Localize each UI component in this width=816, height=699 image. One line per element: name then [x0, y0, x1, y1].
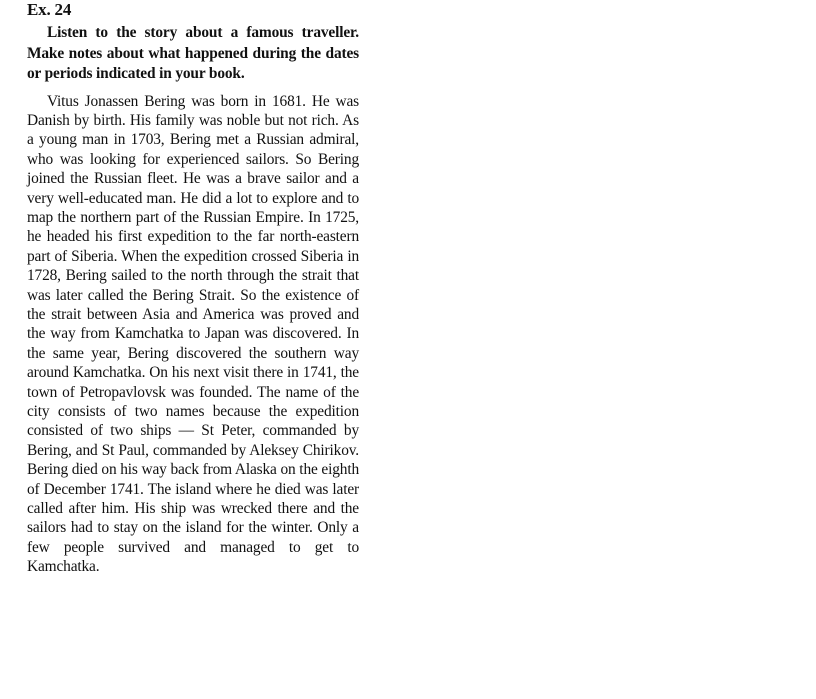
story-line: map the northern part of the Russian Empire. In 1725, — [27, 208, 359, 226]
story-line: town of Petropavlovsk was founded. The name of the — [27, 383, 359, 401]
story-line: sailors had to stay on the island for the winter. Only a — [27, 519, 359, 537]
exercise-page — [27, 0, 359, 577]
story-line: who was looking for experienced sailors. So Bering — [27, 150, 359, 168]
story-line: he headed his first expedition to the far north-eastern — [27, 228, 359, 246]
story-line: few people survived and managed to get to — [27, 538, 359, 556]
story-line: the way from Kamchatka to Japan was discovered. In — [27, 325, 359, 343]
story-line: called after him. His ship was wrecked there and the — [27, 500, 359, 518]
story-line: around Kamchatka. On his next visit there in 1741, the — [27, 364, 359, 382]
story-line: of December 1741. The island where he died was later — [27, 480, 359, 498]
story-line: 1728, Bering sailed to the north through the strait that — [27, 267, 359, 285]
story-line: consisted of two ships — St Peter, commanded by — [27, 422, 359, 440]
story-line: Bering died on his way back from Alaska on the eighth — [27, 461, 359, 479]
story-line: a young man in 1703, Bering met a Russian admiral, — [27, 131, 359, 149]
exercise-title: Ex. 24 — [27, 0, 72, 19]
story-line: Danish by birth. His family was noble but not rich. As — [27, 111, 359, 129]
story-text — [27, 92, 359, 577]
story-line: Vitus Jonassen Bering was born in 1681. He was — [47, 92, 359, 110]
story-line: the same year, Bering discovered the southern way — [27, 344, 359, 362]
story-line: the strait between Asia and America was proved and — [27, 305, 359, 323]
story-line: Kamchatka. — [27, 558, 100, 576]
story-line: joined the Russian fleet. He was a brave sailor and a — [27, 170, 359, 188]
story-line: very well-educated man. He did a lot to explore and to — [27, 189, 359, 207]
story-line: Bering, and St Paul, commanded by Aleksey Chirikov. — [27, 441, 359, 459]
exercise-instructions: Listen to the story about a famous traveller. Make notes about what happened during the dates or periods indicated in your book. — [27, 24, 359, 82]
story-line: city consists of two names because the expedition — [27, 403, 359, 420]
story-line: was later called the Bering Strait. So the existence of — [27, 286, 359, 304]
story-line: part of Siberia. When the expedition crossed Siberia in — [27, 247, 359, 265]
